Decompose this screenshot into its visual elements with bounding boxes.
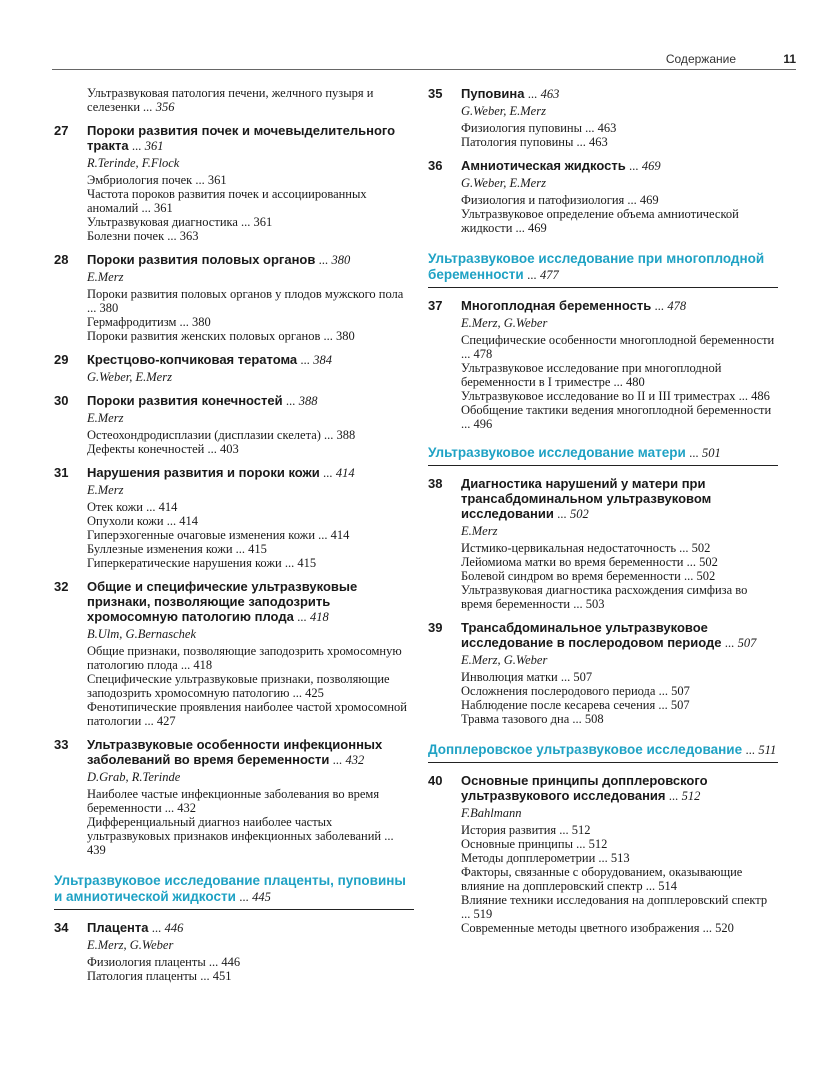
chapter-title: Плацента ... 446 (87, 920, 184, 935)
chapter-authors: E.Merz (461, 524, 498, 538)
toc-subentry[interactable]: Гиперэхогенные очаговые изменения кожи ... 414 (87, 528, 350, 542)
toc-subentry[interactable]: Опухоли кожи ... 414 (87, 514, 198, 528)
chapter-authors: E.Merz (87, 270, 124, 284)
toc-subentry[interactable]: Гермафродитизм ... 380 (87, 315, 211, 329)
chapter-title: Трансабдоминальное ультразвуковое исследование в послеродовом периоде ... 507 (461, 620, 757, 650)
chapter-number: 38 (428, 476, 443, 491)
chapter-authors: E.Merz, G.Weber (87, 938, 174, 952)
toc-subentry[interactable]: Пороки развития половых органов у плодов мужского пола ... 380 (87, 287, 404, 315)
toc-left-column (54, 86, 414, 992)
chapter-number: 30 (54, 393, 69, 408)
toc-subentry[interactable]: Физиология пуповины ... 463 (461, 121, 617, 135)
chapter-number: 40 (428, 773, 443, 788)
chapter-authors: G.Weber, E.Merz (87, 370, 172, 384)
toc-subentry[interactable]: Патология пуповины ... 463 (461, 135, 608, 149)
toc-subentry[interactable]: Болевой синдром во время беременности ... 502 (461, 569, 716, 583)
chapter-title: Пуповина ... 463 (461, 86, 560, 101)
toc-section-doppler[interactable] (428, 742, 778, 763)
chapter-number: 34 (54, 920, 69, 935)
toc-subentry[interactable]: Факторы, связанные с оборудованием, оказывающие влияние на допплеровский спектр ... 514 (461, 865, 743, 893)
toc-subentry[interactable]: Лейомиома матки во время беременности ... 502 (461, 555, 718, 569)
chapter-title: Многоплодная беременность ... 478 (461, 298, 687, 313)
toc-chapter-29[interactable] (54, 352, 414, 384)
toc-subentry[interactable]: Частота пороков развития почек и ассоциированных аномалий ... 361 (87, 187, 367, 215)
toc-section-placenta[interactable] (54, 873, 414, 910)
toc-chapter-34[interactable] (54, 920, 414, 983)
toc-chapter-38[interactable] (428, 476, 778, 611)
toc-subentry[interactable]: Ультразвуковое определение объема амниотической жидкости ... 469 (461, 207, 739, 235)
header-rule (52, 69, 796, 70)
chapter-number: 37 (428, 298, 443, 313)
chapter-title: Крестцово-копчиковая тератома ... 384 (87, 352, 333, 367)
toc-subentry[interactable]: Инволюция матки ... 507 (461, 670, 593, 684)
chapter-authors: B.Ulm, G.Bernaschek (87, 627, 196, 641)
toc-chapter-30[interactable] (54, 393, 414, 456)
toc-subentry[interactable]: Пороки развития женских половых органов ... 380 (87, 329, 355, 343)
toc-subentry[interactable]: Наблюдение после кесарева сечения ... 507 (461, 698, 690, 712)
chapter-authors: D.Grab, R.Terinde (87, 770, 181, 784)
toc-chapter-27[interactable] (54, 123, 414, 243)
chapter-number: 39 (428, 620, 443, 635)
toc-subentry[interactable]: Эмбриология почек ... 361 (87, 173, 227, 187)
toc-subentry[interactable]: Специфические ультразвуковые признаки, позволяющие заподозрить хромосомную патологию ... 425 (87, 672, 390, 700)
section-title: Допплеровское ультразвуковое исследование ... 511 (428, 742, 777, 757)
chapter-authors: E.Merz (87, 411, 124, 425)
chapter-authors: E.Merz, G.Weber (461, 316, 548, 330)
toc-subentry[interactable]: Основные принципы ... 512 (461, 837, 608, 851)
running-title: Содержание (665, 52, 736, 66)
toc-subentry[interactable]: Влияние техники исследования на допплеровский спектр ... 519 (461, 893, 768, 921)
toc-subentry[interactable]: Ультразвуковое исследование при многоплодной беременности в I триместре ... 480 (461, 361, 722, 389)
chapter-title: Нарушения развития и пороки кожи ... 414 (87, 465, 355, 480)
page-number: 11 (783, 52, 796, 66)
toc-subentry[interactable]: Ультразвуковая диагностика ... 361 (87, 215, 273, 229)
chapter-authors: G.Weber, E.Merz (461, 176, 546, 190)
toc-subentry[interactable]: Физиология плаценты ... 446 (87, 955, 241, 969)
chapter-title: Основные принципы допплеровского ультразвукового исследования ... 512 (461, 773, 708, 803)
toc-subentry[interactable]: Современные методы цветного изображения ... 520 (461, 921, 734, 935)
toc-section-multiple-pregnancy[interactable] (428, 251, 778, 288)
toc-subentry[interactable]: Ультразвуковая диагностика расхождения симфиза во время беременности ... 503 (461, 583, 748, 611)
toc-chapter-33[interactable] (54, 737, 414, 857)
chapter-authors: E.Merz (87, 483, 124, 497)
toc-subentry[interactable]: Дифференциальный диагноз наиболее частых ультразвуковых признаков инфекционных заболеваний ... 439 (87, 815, 394, 857)
toc-subentry[interactable]: Методы допплерометрии ... 513 (461, 851, 630, 865)
toc-chapter-40[interactable] (428, 773, 778, 935)
toc-chapter-39[interactable] (428, 620, 778, 726)
chapter-title: Пороки развития половых органов ... 380 (87, 252, 351, 267)
chapter-authors: E.Merz, G.Weber (461, 653, 548, 667)
toc-subentry[interactable]: Осложнения послеродового периода ... 507 (461, 684, 690, 698)
toc-subentry[interactable]: История развития ... 512 (461, 823, 591, 837)
toc-chapter-32[interactable] (54, 579, 414, 728)
chapter-title: Ультразвуковые особенности инфекционных заболеваний во время беременности ... 432 (87, 737, 383, 767)
chapter-number: 35 (428, 86, 443, 101)
toc-subentry[interactable]: Патология плаценты ... 451 (87, 969, 232, 983)
toc-subentry[interactable]: Ультразвуковая патология печени, желчного пузыря и селезенки ... 356 (87, 86, 374, 114)
toc-chapter-28[interactable] (54, 252, 414, 343)
toc-subentry[interactable]: Буллезные изменения кожи ... 415 (87, 542, 267, 556)
toc-right-column (428, 86, 778, 944)
chapter-authors: R.Terinde, F.Flock (87, 156, 180, 170)
toc-subentry[interactable]: Специфические особенности многоплодной беременности ... 478 (461, 333, 775, 361)
chapter-number: 36 (428, 158, 443, 173)
toc-subentry[interactable]: Остеохондродисплазии (дисплазии скелета) ... 388 (87, 428, 356, 442)
chapter-title: Амниотическая жидкость ... 469 (461, 158, 661, 173)
toc-subentry[interactable]: Обобщение тактики ведения многоплодной беременности ... 496 (461, 403, 772, 431)
chapter-number: 27 (54, 123, 69, 138)
chapter-title: Общие и специфические ультразвуковые признаки, позволяющие заподозрить хромосомную патологию плода ... 418 (87, 579, 358, 624)
chapter-number: 33 (54, 737, 69, 752)
toc-subentry[interactable]: Болезни почек ... 363 (87, 229, 199, 243)
toc-subentry[interactable]: Общие признаки, позволяющие заподозрить хромосомную патологию плода ... 418 (87, 644, 402, 672)
toc-chapter-36[interactable] (428, 158, 778, 235)
chapter-authors: G.Weber, E.Merz (461, 104, 546, 118)
chapter-number: 31 (54, 465, 69, 480)
section-title: Ультразвуковое исследование плаценты, пуповины и амниотической жидкости ... 445 (54, 873, 406, 904)
chapter-title: Диагностика нарушений у матери при трансабдоминальном ультразвуковом исследовании ... 502 (461, 476, 712, 521)
chapter-number: 28 (54, 252, 69, 267)
toc-subentry[interactable]: Травма тазового дна ... 508 (461, 712, 604, 726)
chapter-title: Пороки развития почек и мочевыделительного тракта ... 361 (87, 123, 396, 153)
toc-subentry[interactable]: Физиология и патофизиология ... 469 (461, 193, 659, 207)
chapter-title: Пороки развития конечностей ... 388 (87, 393, 318, 408)
toc-subentry[interactable]: Ультразвуковое исследование во II и III триместрах ... 486 (461, 389, 770, 403)
toc-section-mother[interactable] (428, 445, 778, 466)
toc-subentry[interactable]: Фенотипические проявления наиболее частой хромосомной патологии ... 427 (87, 700, 407, 728)
chapter-number: 32 (54, 579, 69, 594)
toc-subentry[interactable]: Отек кожи ... 414 (87, 500, 178, 514)
toc-chapter-37[interactable] (428, 298, 778, 431)
toc-chapter-35[interactable] (428, 86, 778, 149)
chapter-authors: F.Bahlmann (461, 806, 522, 820)
toc-subentry[interactable]: Истмико-цервикальная недостаточность ... 502 (461, 541, 711, 555)
toc-subentry[interactable]: Наиболее частые инфекционные заболевания во время беременности ... 432 (87, 787, 380, 815)
chapter-number: 29 (54, 352, 69, 367)
section-title: Ультразвуковое исследование матери ... 501 (428, 445, 721, 460)
toc-chapter-31[interactable] (54, 465, 414, 570)
page-header (52, 52, 796, 70)
section-title: Ультразвуковое исследование при многоплодной беременности ... 477 (428, 251, 765, 282)
toc-subentry[interactable]: Гиперкератические нарушения кожи ... 415 (87, 556, 317, 570)
toc-subentry[interactable]: Дефекты конечностей ... 403 (87, 442, 239, 456)
